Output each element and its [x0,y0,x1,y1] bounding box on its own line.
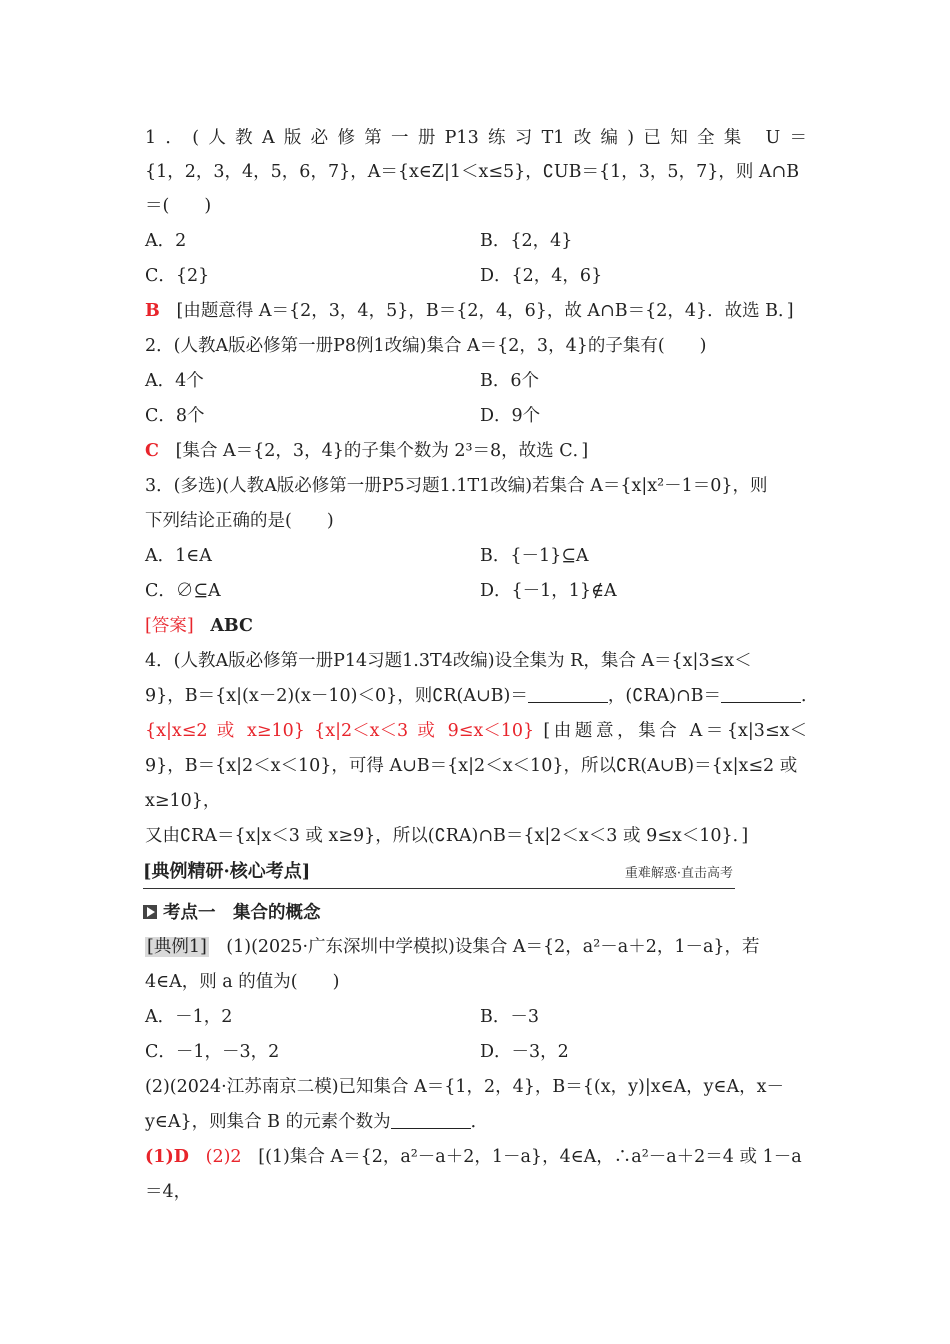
ex1-option-d: D．－3，2 [480,1042,569,1062]
q1-stem-line3: ＝( ) [145,196,212,216]
q4-answer-1: {x|x≤2 或 x≥10} [145,721,305,741]
q3-options-row1 [145,544,807,568]
q3-option-c: C．∅⊆A [145,581,221,601]
topic-title: 考点一 集合的概念 [163,903,321,923]
q3-answer [145,614,807,638]
q2-options-row2 [145,404,807,428]
q4-answer-2: {x|2＜x＜3 或 9≤x＜10} [314,721,535,741]
q4-stem-part-c: ． [801,686,819,706]
q1-stem-line2: {1，2，3，4，5，6，7}，A＝{x∈Z|1＜x≤5}，∁UB＝{1，3，5，7}，则 A∩B [145,162,800,182]
play-triangle-icon [143,905,157,919]
example-label: [典例1] [147,937,207,957]
q2-options-row1 [145,369,807,393]
q2-answer [145,439,807,463]
ex1-options-row2 [145,1040,807,1064]
q2-stem-line1: 2．(人教A版必修第一册P8例1改编)集合 A＝{2，3，4}的子集有( ) [145,336,707,356]
ex1-options-row1 [145,1005,807,1029]
q2-option-a: A．4个 [145,371,204,391]
ex1-option-a: A．－1，2 [145,1007,233,1027]
q2-option-c: C．8个 [145,406,205,426]
q3-stem-line1: 3．(多选)(人教A版必修第一册P5习题1.1T1改编)若集合 A＝{x|x²－1＝0}，则 [145,476,768,496]
q1-option-a: A．2 [145,231,187,251]
q3-stem-line2: 下列结论正确的是( ) [145,511,334,531]
q1-answer [145,299,807,323]
q1-option-d: D．{2，4，6} [480,266,603,286]
q3-options-row2 [145,579,807,603]
ex1-solution-line2: ＝4， [145,1182,192,1202]
q3-answer-text: ABC [210,616,253,636]
ex1-option-b: B．－3 [480,1007,539,1027]
ex1-option-c: C．－1，－3，2 [145,1042,280,1062]
section-header [143,858,735,889]
ex1-stem-text: (1)(2025·广东深圳中学模拟)设集合 A＝{2，a²－a＋2，1－a}，若 [208,937,760,957]
q3-option-b: B．{－1}⊆A [480,546,589,566]
q1-options-row1 [145,229,807,253]
q4-stem-line2 [145,684,819,708]
ex1-part2-end: ． [470,1112,489,1132]
q3-answer-label: [答案] [145,616,194,636]
q4-answer-line1 [145,719,807,743]
ex1-stem-line2: 4∈A，则 a 的值为( ) [145,972,340,992]
q4-stem-part-b: ，(∁RA)∩B＝ [607,686,722,706]
topic-heading [143,901,321,925]
q3-option-a: A．1∈A [145,546,212,566]
q2-answer-explanation: [集合 A＝{2，3，4}的子集个数为 2³＝8，故选 C．] [175,441,589,461]
q4-solution-part1: [由题意，集合 A＝{x|3≤x＜ [543,721,807,741]
ex1-part2-text: y∈A}，则集合 B 的元素个数为 [145,1112,391,1132]
q3-option-d: D．{－1，1}∉A [480,581,617,601]
ex1-answer-1: (1)D [145,1147,189,1167]
q4-stem-line1: 4．(人教A版必修第一册P14习题1.3T4改编)设全集为 R，集合 A＝{x|3≤x＜ [145,651,752,671]
q1-answer-explanation: [由题意得 A＝{2，3，4，5}，B＝{2，4，6}，故 A∩B＝{2，4}．故选 B．] [176,301,794,321]
q2-answer-letter: C [145,441,159,461]
section-title: [典例精研·核心考点] [143,861,311,882]
q1-option-b: B．{2，4} [480,231,573,251]
section-tagline: 重难解惑·直击高考 [624,866,733,881]
ex1-part2-line2 [145,1110,807,1134]
q1-option-c: C．{2} [145,266,210,286]
q1-options-row2 [145,264,807,288]
q2-option-d: D．9个 [480,406,541,426]
q4-blank-2 [721,688,801,703]
q4-solution-line2: 9}，B＝{x|2＜x＜10}，可得 A∪B＝{x|2＜x＜10}，所以∁R(A∪B)＝{x|x≤2 或 [145,756,798,776]
q4-solution-line3: x≥10}， [145,791,221,811]
q4-solution-line4: 又由∁RA＝{x|x＜3 或 x≥9}，所以(∁RA)∩B＝{x|2＜x＜3 或 9≤x＜10}．] [145,826,749,846]
ex1-part2-line1: (2)(2024·江苏南京二模)已知集合 A＝{1，2，4}，B＝{(x，y)|x∈A，y∈A，x－ [145,1077,785,1097]
ex1-answer-line1 [145,1145,807,1169]
ex1-blank [391,1114,471,1129]
ex1-stem-line1 [145,935,807,959]
q2-option-b: B．6个 [480,371,539,391]
q1-stem-line1: 1．(人教A版必修第一册P13练习T1改编)已知全集 U＝ [145,128,807,148]
ex1-solution-part1: [(1)集合 A＝{2，a²－a＋2，1－a}，4∈A，∴a²－a＋2＝4 或 1－a [258,1147,802,1167]
ex1-answer-2: (2)2 [205,1147,242,1167]
q1-answer-letter: B [145,301,160,321]
q4-blank-1 [528,688,608,703]
q4-stem-part-a: 9}，B＝{x|(x－2)(x－10)＜0}，则∁R(A∪B)＝ [145,686,528,706]
